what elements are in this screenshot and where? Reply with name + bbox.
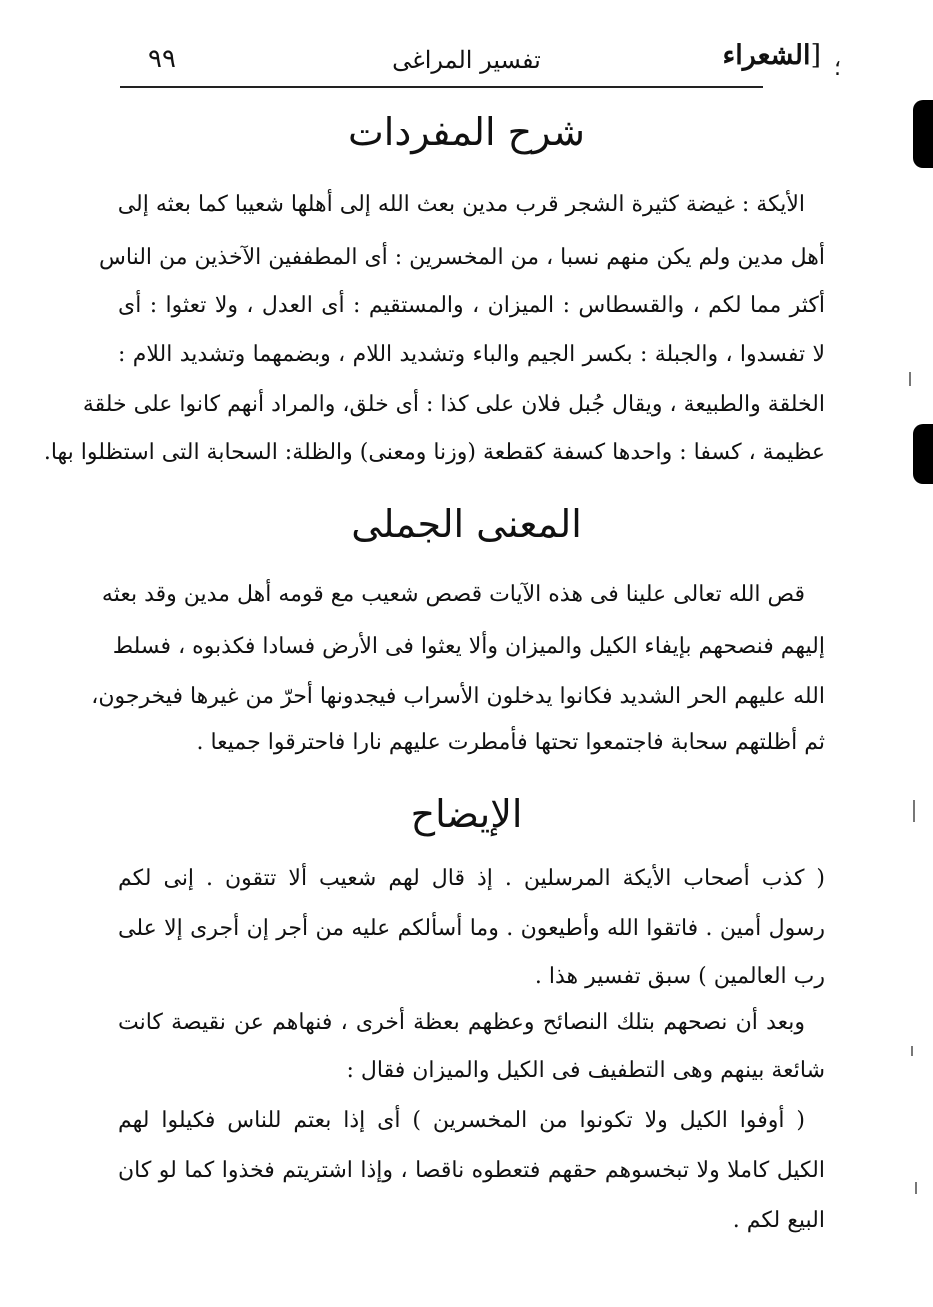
heading-general-meaning: المعنى الجملى bbox=[351, 502, 582, 546]
meaning-line-3: الله عليهم الحر الشديد فكانوا يدخلون الأسراب فيجدونها أحرّ من غيرها فيخرجون، bbox=[91, 684, 825, 709]
explanation-line-4: وبعد أن نصحهم بتلك النصائح وعظهم بعظة أخرى ، فنهاهم عن نقيصة كانت bbox=[118, 1010, 805, 1035]
scan-edge-mark bbox=[913, 100, 933, 168]
vocab-line-4: لا تفسدوا ، والجبلة : بكسر الجيم والباء وتشديد اللام ، وبضمهما وتشديد اللام : bbox=[118, 342, 825, 367]
explanation-line-1: ( كذب أصحاب الأيكة المرسلين . إذ قال لهم شعيب ألا تتقون . إنى لكم bbox=[118, 866, 825, 891]
scan-speck bbox=[913, 800, 915, 822]
explanation-line-3: رب العالمين ) سبق تفسير هذا . bbox=[534, 964, 825, 989]
meaning-line-4: ثم أظلتهم سحابة فاجتمعوا تحتها فأمطرت عليهم نارا فاحترقوا جميعا . bbox=[196, 730, 825, 755]
explanation-line-8: البيع لكم . bbox=[732, 1208, 825, 1233]
vocab-line-3: أكثر مما لكم ، والقسطاس : الميزان ، والمستقيم : أى العدل ، ولا تعثوا : أى bbox=[118, 293, 825, 318]
explanation-line-5: شائعة بينهم وهى التطفيف فى الكيل والميزان فقال : bbox=[346, 1058, 825, 1083]
running-title: تفسير المراغى bbox=[392, 46, 541, 74]
heading-explanation: الإيضاح bbox=[410, 792, 523, 836]
explanation-line-7: الكيل كاملا ولا تبخسوهم حقهم فتعطوه ناقصا ، وإذا اشتريتم فخذوا كما لو كان bbox=[118, 1158, 825, 1183]
vocab-line-6: عظيمة ، كسفا : واحدها كسفة كقطعة (وزنا ومعنى) والظلة: السحابة التى استظلوا بها. bbox=[43, 440, 825, 465]
vocab-line-2: أهل مدين ولم يكن منهم نسبا ، من المخسرين : أى المطففين الآخذين من الناس bbox=[99, 245, 825, 270]
vocab-line-5: الخلقة والطبيعة ، ويقال جُبل فلان على كذا : أى خلق، والمراد أنهم كانوا على خلقة bbox=[82, 392, 825, 417]
scan-edge-mark bbox=[913, 424, 933, 484]
meaning-line-2: إليهم فنصحهم بإيفاء الكيل والميزان وألا يعثوا فى الأرض فسادا فكذبوه ، فسلط bbox=[112, 634, 825, 659]
vocab-line-1: الأيكة : غيضة كثيرة الشجر قرب مدين بعث الله إلى أهلها شعيبا كما بعثه إلى bbox=[117, 192, 805, 217]
explanation-line-6: ( أوفوا الكيل ولا تكونوا من المخسرين ) أى إذا بعتم للناس فكيلوا لهم bbox=[118, 1108, 805, 1133]
meaning-line-1: قص الله تعالى علينا فى هذه الآيات قصص شعيب مع قومه أهل مدين وقد بعثه bbox=[101, 582, 805, 607]
heading-vocabulary: شرح المفردات bbox=[348, 110, 585, 154]
scan-speck bbox=[915, 1182, 917, 1194]
surah-mark: ؛ bbox=[834, 56, 841, 81]
surah-label: [الشعراء bbox=[722, 40, 821, 71]
page-number: ٩٩ bbox=[148, 44, 176, 74]
header-rule bbox=[120, 86, 763, 88]
scan-speck bbox=[911, 1046, 913, 1056]
explanation-line-2: رسول أمين . فاتقوا الله وأطيعون . وما أسألكم عليه من أجر إن أجرى إلا على bbox=[118, 916, 825, 941]
scan-speck bbox=[909, 372, 911, 386]
surah-name: الشعراء bbox=[722, 40, 811, 71]
